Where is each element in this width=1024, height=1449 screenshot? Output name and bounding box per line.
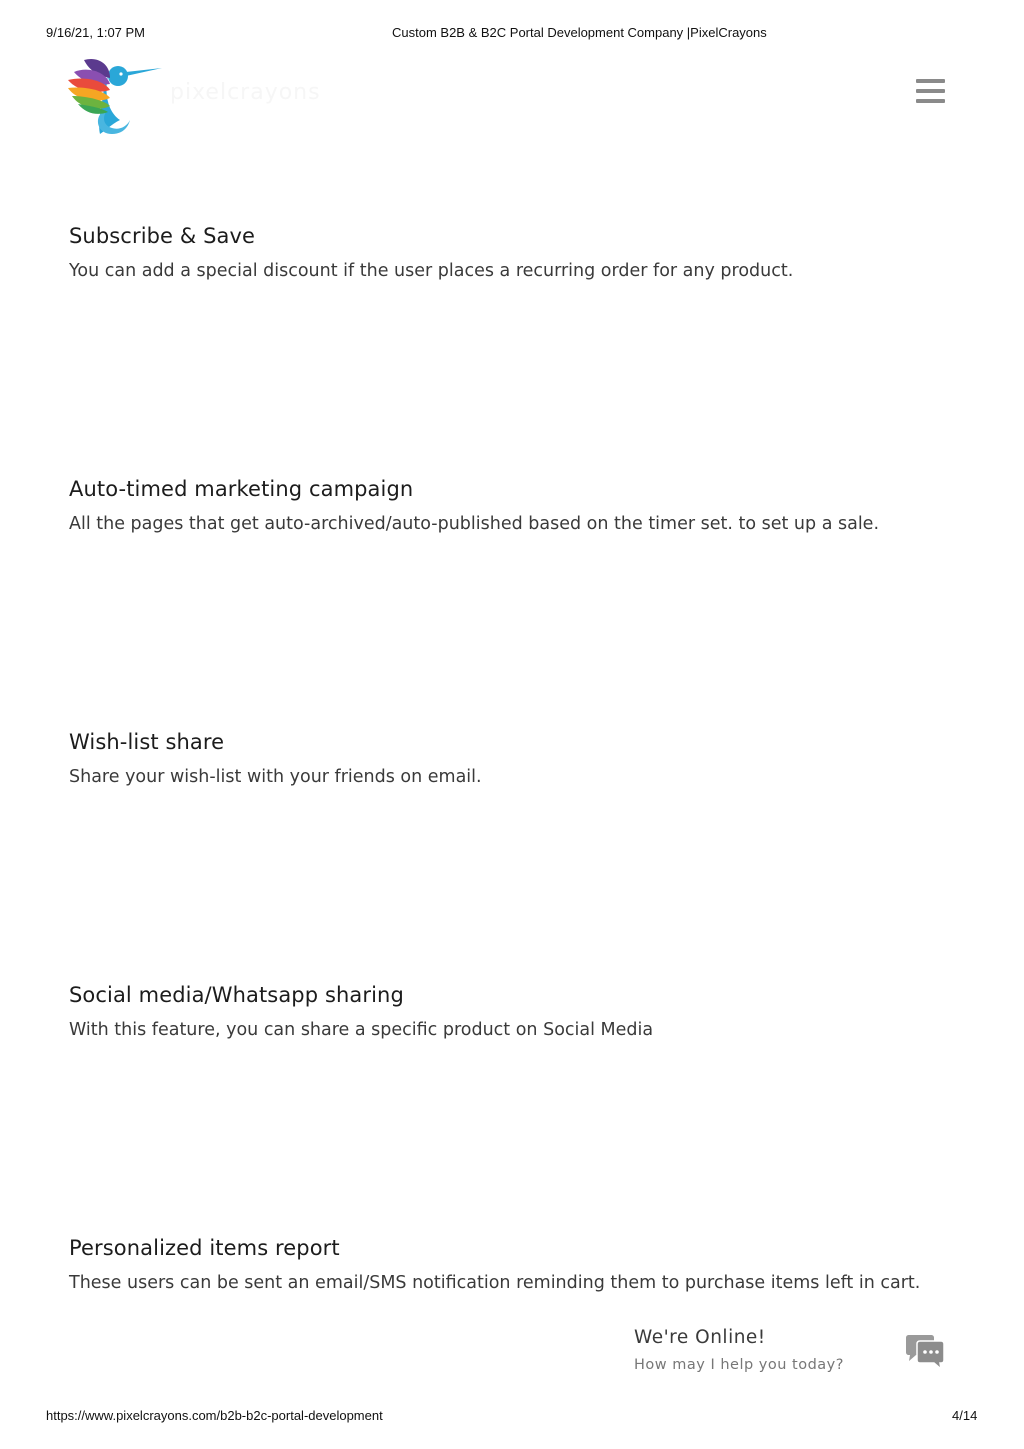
feature-description: You can add a special discount if the user places a recurring order for any product. xyxy=(69,261,794,281)
feature-section xyxy=(69,729,969,788)
site-logo[interactable] xyxy=(64,54,164,138)
feature-section xyxy=(69,982,969,1041)
logo-wordmark: pixelcrayons xyxy=(170,80,321,105)
hamburger-menu-icon-line xyxy=(916,89,945,93)
feature-description: With this feature, you can share a specific product on Social Media xyxy=(69,1020,654,1040)
print-page-number: 4/14 xyxy=(952,1408,978,1423)
print-page-url: https://www.pixelcrayons.com/b2b-b2c-portal-development xyxy=(46,1408,383,1423)
hamburger-menu-button[interactable] xyxy=(916,79,946,105)
chat-widget-title: We're Online! xyxy=(634,1327,766,1348)
feature-title: Social media/Whatsapp sharing xyxy=(69,983,404,1007)
hamburger-menu-icon xyxy=(916,79,945,83)
feature-title: Subscribe & Save xyxy=(69,224,256,248)
feature-title: Wish-list share xyxy=(69,730,225,754)
print-footer xyxy=(0,1408,1024,1426)
chat-bubbles-icon xyxy=(904,1334,946,1372)
feature-description: All the pages that get auto-archived/auto-published based on the timer set. to set up a sale. xyxy=(69,514,880,534)
site-header xyxy=(0,52,1024,142)
feature-section xyxy=(69,1235,969,1294)
print-document-title: Custom B2B & B2C Portal Development Company |PixelCrayons xyxy=(392,25,767,40)
print-header xyxy=(0,25,1024,43)
hummingbird-logo-icon xyxy=(64,54,164,138)
feature-description: Share your wish-list with your friends on email. xyxy=(69,767,482,787)
chat-widget-subtitle: How may I help you today? xyxy=(634,1357,844,1373)
chat-widget[interactable] xyxy=(634,1327,954,1383)
feature-section xyxy=(69,476,969,535)
feature-description: These users can be sent an email/SMS notification reminding them to purchase items left in cart. xyxy=(69,1273,921,1293)
hamburger-menu-icon-line xyxy=(916,99,945,103)
chat-open-button[interactable] xyxy=(904,1334,946,1372)
feature-title: Auto-timed marketing campaign xyxy=(69,477,414,501)
feature-section xyxy=(69,223,969,282)
feature-title: Personalized items report xyxy=(69,1236,340,1260)
print-datetime: 9/16/21, 1:07 PM xyxy=(46,25,146,40)
